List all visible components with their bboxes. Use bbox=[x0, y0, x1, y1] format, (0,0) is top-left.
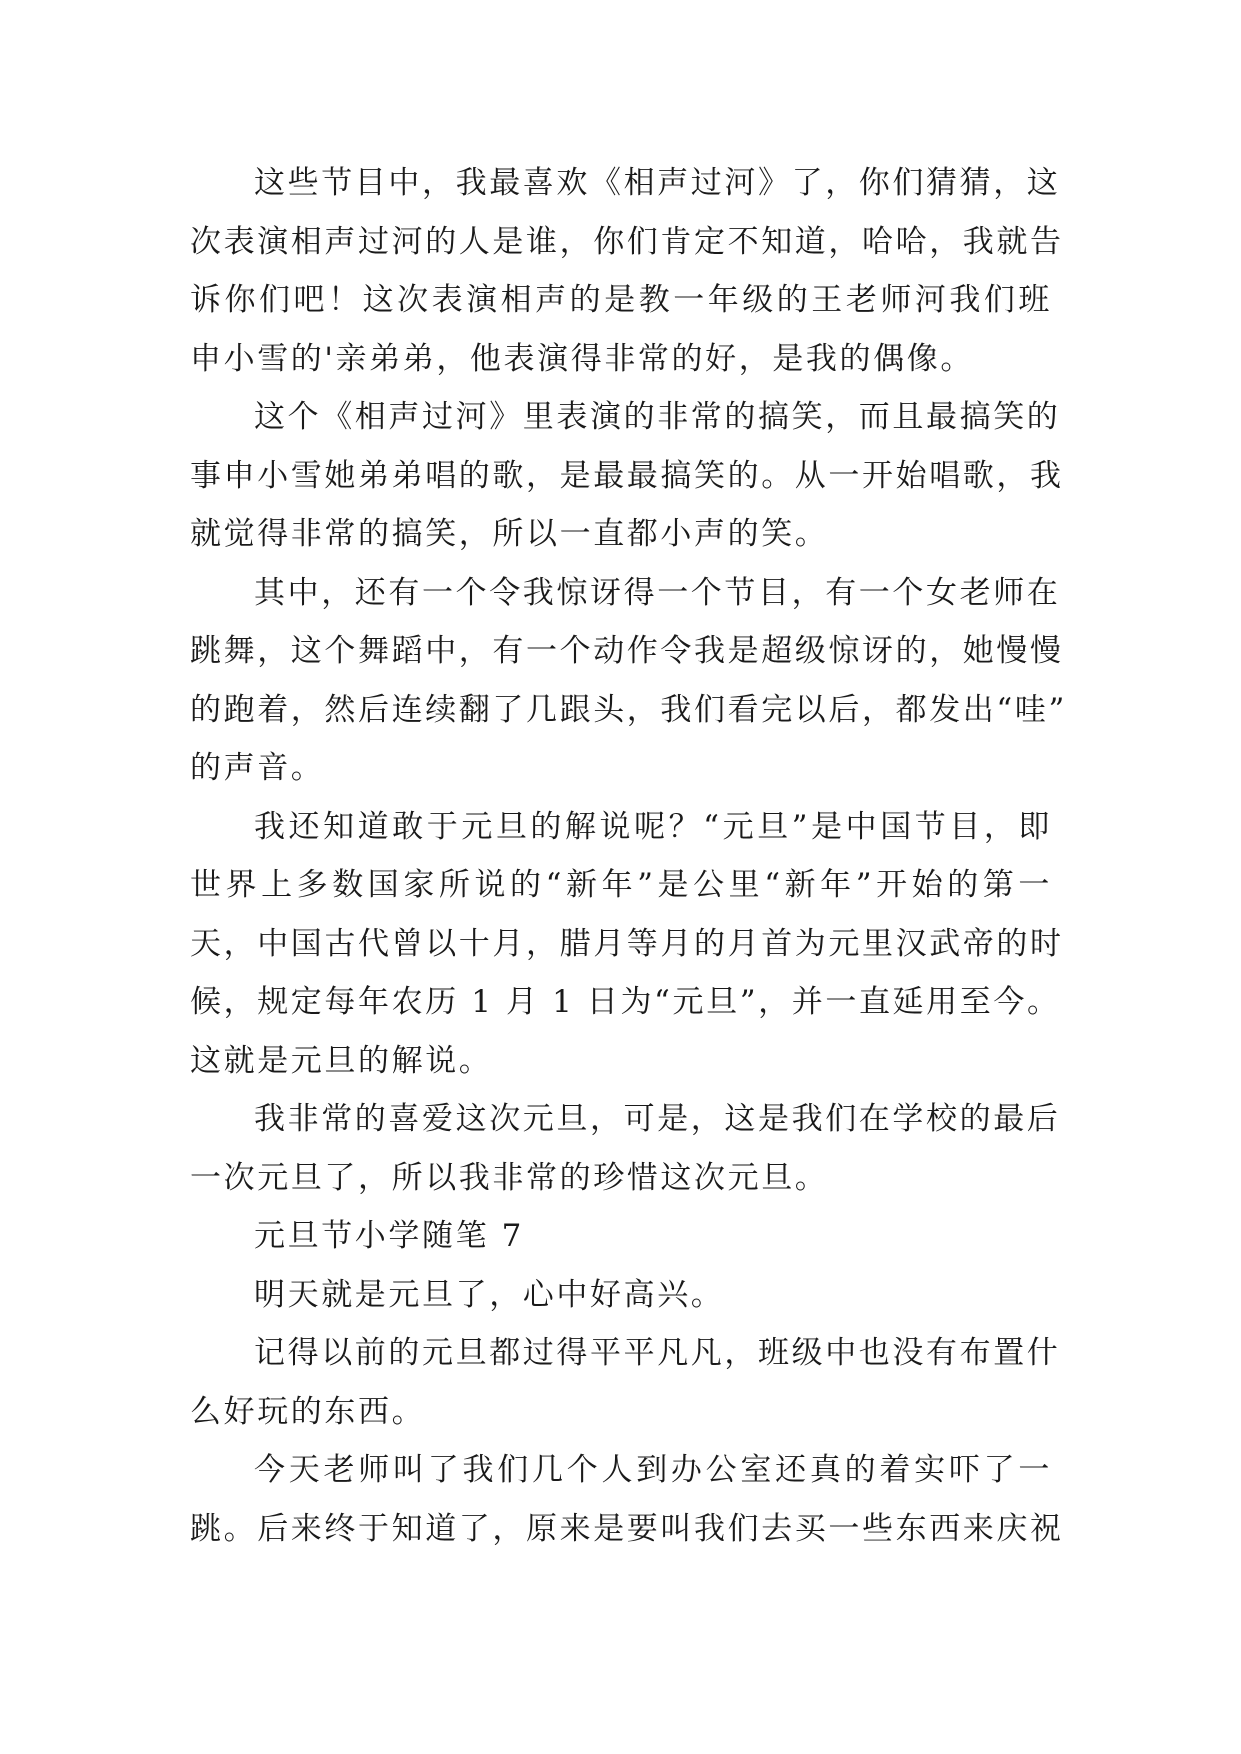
text-line: 事申小雪她弟弟唱的歌，是最最搞笑的。从一开始唱歌，我 bbox=[190, 457, 1064, 494]
text-line: 次表演相声过河的人是谁，你们肯定不知道，哈哈，我就告 bbox=[190, 223, 1064, 260]
paragraph bbox=[190, 1090, 1061, 1207]
text-line: 其中，还有一个令我惊讶得一个节目，有一个女老师在 bbox=[254, 574, 1061, 611]
text-line: 这个《相声过河》里表演的非常的搞笑，而且最搞笑的 bbox=[254, 399, 1061, 435]
text-line: 就觉得非常的搞笑，所以一直都小声的笑。 bbox=[190, 516, 829, 552]
text-line: 天，中国古代曾以十月，腊月等月的月首为元里汉武帝的时 bbox=[190, 925, 1064, 962]
text-line: 申小雪的'亲弟弟，他表演得非常的好，是我的偶像。 bbox=[190, 340, 974, 377]
text-line: 明天就是元旦了，心中好高兴。 bbox=[254, 1276, 725, 1313]
text-line: 这就是元旦的解说。 bbox=[190, 1042, 493, 1079]
text-line: 诉你们吧！这次表演相声的是教一年级的王老师河我们班 bbox=[190, 282, 1052, 318]
paragraph bbox=[190, 1441, 1064, 1558]
text-line: 今天老师叫了我们几个人到办公室还真的着实吓了一 bbox=[254, 1452, 1052, 1488]
paragraph bbox=[190, 388, 1064, 564]
section-heading bbox=[190, 1207, 1052, 1266]
text-line: 的声音。 bbox=[190, 750, 325, 786]
text-line: 这些节目中，我最喜欢《相声过河》了，你们猜猜，这 bbox=[254, 165, 1061, 201]
paragraph bbox=[190, 1324, 1061, 1441]
text-line: 记得以前的元旦都过得平平凡凡，班级中也没有布置什 bbox=[254, 1335, 1061, 1371]
paragraph bbox=[190, 798, 1064, 1091]
text-line: 跳。后来终于知道了，原来是要叫我们去买一些东西来庆祝 bbox=[190, 1510, 1064, 1547]
text-line: 一次元旦了，所以我非常的珍惜这次元旦。 bbox=[190, 1159, 829, 1196]
text-line: 跳舞，这个舞蹈中，有一个动作令我是超级惊讶的，她慢慢 bbox=[190, 633, 1064, 669]
text-line: 的跑着，然后连续翻了几跟头，我们看完以后，都发出“哇” bbox=[190, 691, 1067, 728]
text-line: 候，规定每年农历 1 月 1 日为“元旦”，并一直延用至今。 bbox=[190, 984, 1061, 1020]
text-line: 世界上多数国家所说的“新年”是公里“新年”开始的第一 bbox=[190, 867, 1052, 903]
paragraph bbox=[190, 564, 1067, 798]
heading-line: 元旦节小学随笔 7 bbox=[254, 1218, 524, 1254]
document-page bbox=[190, 154, 1067, 1558]
text-line: 么好玩的东西。 bbox=[190, 1393, 426, 1430]
text-line: 我非常的喜爱这次元旦，可是，这是我们在学校的最后 bbox=[254, 1101, 1061, 1137]
text-line: 我还知道敢于元旦的解说呢？“元旦”是中国节目，即 bbox=[254, 808, 1052, 845]
paragraph bbox=[190, 1266, 1052, 1325]
paragraph bbox=[190, 154, 1064, 388]
